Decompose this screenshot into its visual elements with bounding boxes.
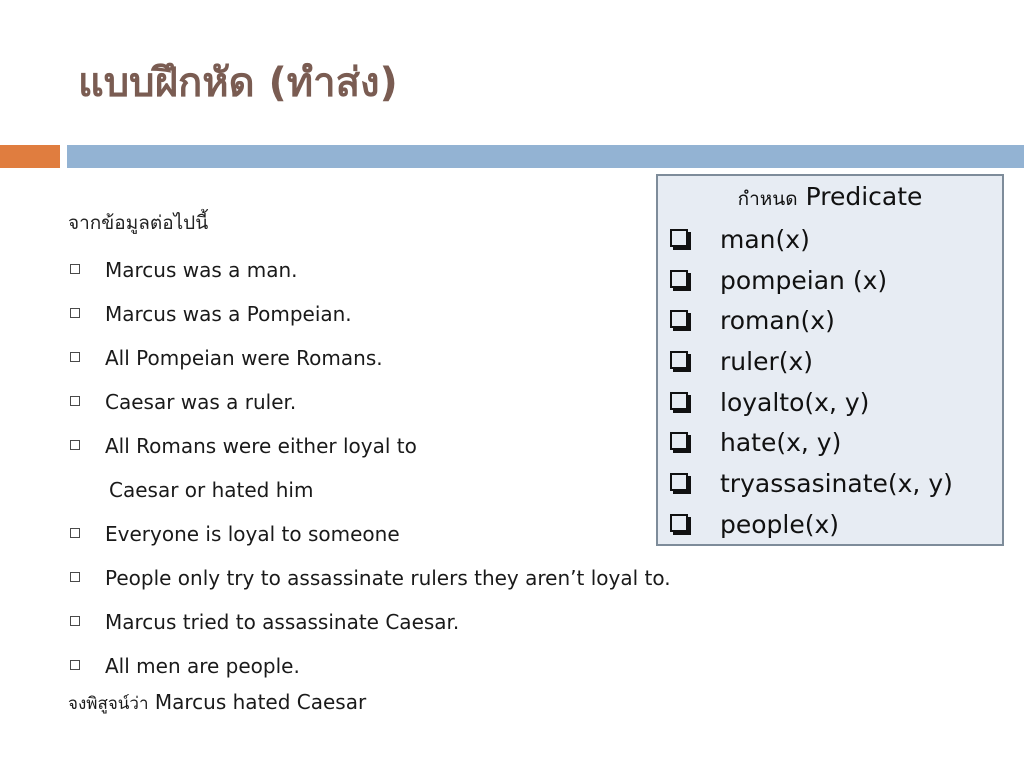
checkbox-bullet-icon: [670, 351, 688, 369]
predicate-text: ruler(x): [720, 347, 814, 377]
square-bullet-icon: [70, 396, 80, 406]
list-item-text: Marcus was a man.: [105, 258, 298, 282]
predicate-title: [658, 182, 1002, 214]
list-item-text: Marcus was a Pompeian.: [105, 302, 352, 326]
checkbox-bullet-icon: [670, 310, 688, 328]
predicate-box: [656, 174, 1004, 546]
predicate-title-prefix: กำหนด: [737, 188, 798, 210]
checkbox-bullet-icon: [670, 514, 688, 532]
predicate-text: people(x): [720, 509, 840, 539]
list-item-text: Caesar was a ruler.: [105, 390, 297, 414]
square-bullet-icon: [70, 308, 80, 318]
list-item-text: All Pompeian were Romans.: [105, 346, 383, 370]
list-item-text: All Romans were either loyal to: [105, 434, 417, 458]
predicate-title-label: Predicate: [805, 182, 923, 211]
square-bullet-icon: [70, 660, 80, 670]
accent-bar-blue: [67, 145, 1024, 168]
square-bullet-icon: [70, 572, 80, 582]
predicate-text: tryassasinate(x, y): [720, 469, 953, 499]
square-bullet-icon: [70, 528, 80, 538]
prove-statement: [68, 690, 366, 717]
predicate-text: man(x): [720, 225, 810, 254]
checkbox-bullet-icon: [670, 270, 688, 288]
checkbox-bullet-icon: [670, 473, 688, 491]
accent-bar-orange: [0, 145, 60, 168]
predicate-text: roman(x): [720, 306, 835, 336]
predicate-text: pompeian (x): [720, 265, 888, 295]
predicate-text: hate(x, y): [720, 428, 842, 458]
intro-text: จากข้อมูลต่อไปนี้: [68, 212, 209, 234]
slide-title: แบบฝึกหัด (ทำส่ง): [78, 60, 398, 106]
list-item-text: People only try to assassinate rulers they aren’t loyal to.: [105, 566, 671, 590]
list-item-text: All men are people.: [105, 654, 300, 678]
square-bullet-icon: [70, 264, 80, 274]
prove-prefix: จงพิสูจน์ว่า: [68, 694, 149, 714]
square-bullet-icon: [70, 352, 80, 362]
list-item-text: Caesar or hated him: [109, 478, 314, 502]
list-item-text: Everyone is loyal to someone: [105, 522, 400, 546]
checkbox-bullet-icon: [670, 229, 688, 247]
square-bullet-icon: [70, 616, 80, 626]
checkbox-bullet-icon: [670, 392, 688, 410]
list-item-text: Marcus tried to assassinate Caesar.: [105, 610, 460, 634]
square-bullet-icon: [70, 440, 80, 450]
predicate-text: loyalto(x, y): [720, 387, 870, 417]
prove-text: Marcus hated Caesar: [154, 690, 367, 714]
checkbox-bullet-icon: [670, 432, 688, 450]
